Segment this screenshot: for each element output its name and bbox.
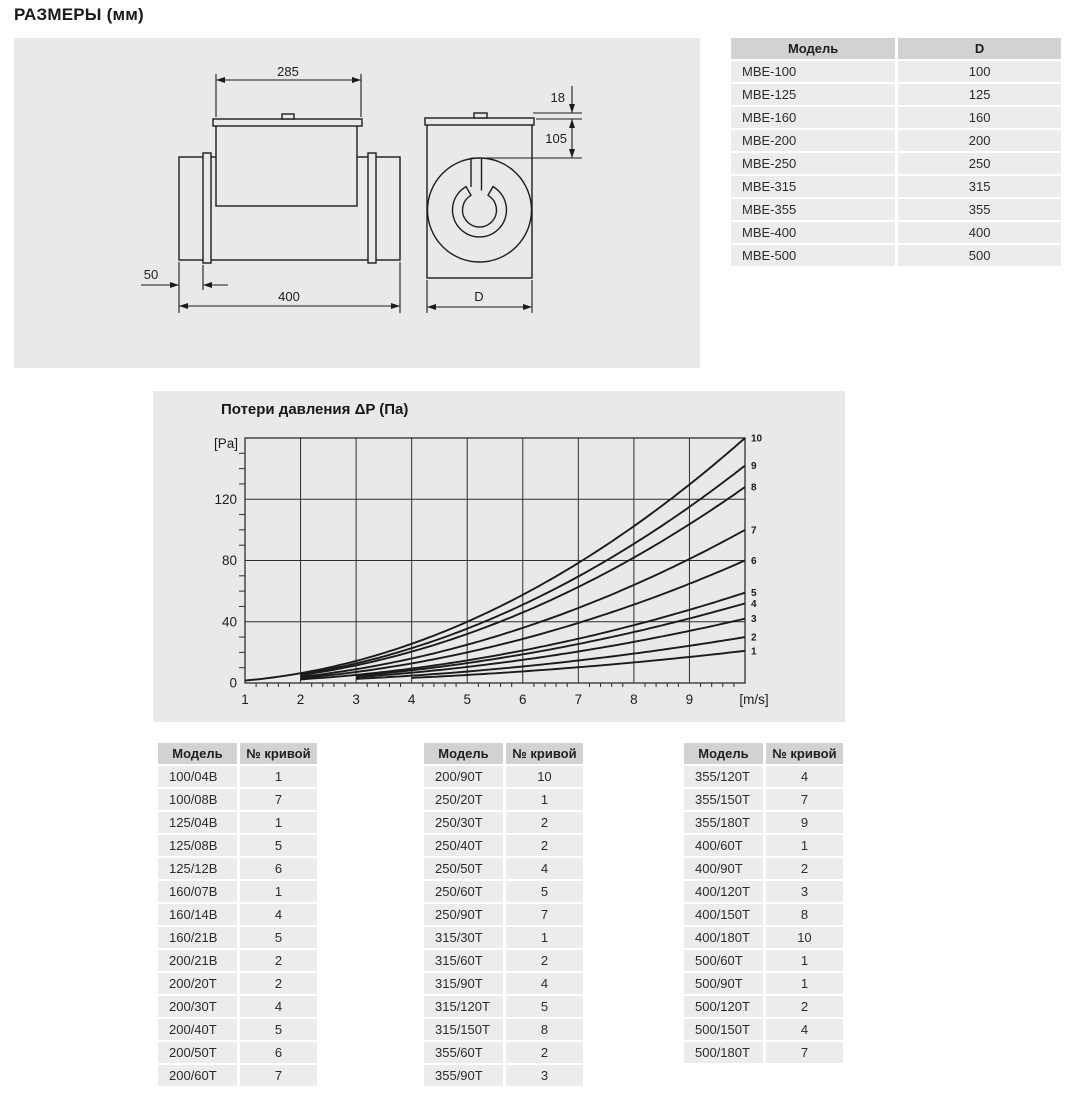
curve-label: 3 [751, 614, 757, 626]
table-cell: 2 [240, 973, 317, 994]
column-header: Модель [424, 743, 503, 764]
chart-title: Потери давления ΔP (Па) [221, 401, 409, 418]
table-cell: МВЕ-400 [731, 222, 895, 243]
dim-label-18: 18 [550, 90, 565, 105]
table-row [424, 927, 583, 948]
table-row [158, 1042, 317, 1063]
table-cell: 9 [766, 812, 843, 833]
curve-label: 6 [751, 556, 757, 567]
table-row [731, 176, 1061, 197]
table-cell: 355/90Т [424, 1065, 503, 1086]
table-cell: 400/90Т [684, 858, 763, 879]
x-tick-label: 9 [685, 692, 694, 707]
table-row [731, 222, 1061, 243]
table-cell: 160/21В [158, 927, 237, 948]
table-row [684, 904, 843, 925]
table-cell: 4 [240, 904, 317, 925]
table-cell: 3 [766, 881, 843, 902]
table-cell: 3 [506, 1065, 583, 1086]
curve-table-middle [421, 741, 586, 1088]
table-cell: 1 [766, 950, 843, 971]
y-tick-label: 80 [221, 553, 237, 568]
table-cell: 400/120Т [684, 881, 763, 902]
table-cell: 7 [766, 1042, 843, 1063]
table-cell: 100/08В [158, 789, 237, 810]
table-row [158, 973, 317, 994]
table-cell: 1 [766, 973, 843, 994]
table-cell: 5 [240, 1019, 317, 1040]
table-cell: 6 [240, 1042, 317, 1063]
table-cell: 100 [898, 61, 1061, 82]
table-row [684, 927, 843, 948]
table-row [424, 973, 583, 994]
curve-4 [356, 603, 745, 675]
table-cell: 500/90Т [684, 973, 763, 994]
table-cell: МВЕ-100 [731, 61, 895, 82]
dimensions-drawing-panel [14, 38, 700, 368]
table-cell: 250/20Т [424, 789, 503, 810]
table-row [424, 1042, 583, 1063]
y-tick-label: 120 [214, 491, 237, 507]
table-cell: 7 [766, 789, 843, 810]
table-cell: 2 [506, 835, 583, 856]
x-tick-label: 8 [630, 692, 638, 707]
table-cell: 4 [506, 973, 583, 994]
curve-label: 8 [751, 482, 757, 494]
table-cell: 160/07В [158, 881, 237, 902]
table-header-row [684, 743, 843, 764]
table-row [731, 84, 1061, 105]
duct-heater-drawing [14, 38, 700, 368]
table-cell: 1 [766, 835, 843, 856]
table-cell: 500/150Т [684, 1019, 763, 1040]
table-cell: 7 [506, 904, 583, 925]
table-cell: 7 [240, 789, 317, 810]
table-row [424, 858, 583, 879]
table-row [684, 858, 843, 879]
table-cell: МВЕ-160 [731, 107, 895, 128]
table-row [424, 1019, 583, 1040]
side-view [179, 114, 400, 263]
table-row [731, 61, 1061, 82]
table-row [424, 950, 583, 971]
table-cell: 200/50Т [158, 1042, 237, 1063]
table-cell: 250/40Т [424, 835, 503, 856]
terminal-box [216, 125, 357, 206]
table-cell: 125/04В [158, 812, 237, 833]
table-cell: 315/60Т [424, 950, 503, 971]
table-row [684, 835, 843, 856]
table-cell: 2 [506, 950, 583, 971]
table-row [424, 766, 583, 787]
table-row [684, 973, 843, 994]
terminal-box-lid [213, 119, 362, 126]
y-tick-label: 40 [221, 614, 237, 630]
table-cell: МВЕ-315 [731, 176, 895, 197]
table-cell: 2 [766, 858, 843, 879]
curve-label: 1 [751, 646, 757, 658]
table-header-row [424, 743, 583, 764]
table-cell: 4 [240, 996, 317, 1017]
x-tick-label: 1 [241, 692, 249, 707]
curve-table-left [155, 741, 320, 1088]
column-header: № кривой [240, 743, 317, 764]
table-cell: 315/90Т [424, 973, 503, 994]
x-tick-label: 7 [574, 692, 583, 707]
y-tick-label: 0 [229, 675, 237, 691]
table-cell: 2 [506, 1042, 583, 1063]
lid-handle [282, 114, 294, 119]
table-row [684, 766, 843, 787]
dim-label-285: 285 [277, 64, 299, 79]
table-row [158, 835, 317, 856]
table-cell: 250 [898, 153, 1061, 174]
model-diameter-table [728, 36, 1064, 268]
table-cell: 125/12В [158, 858, 237, 879]
left-flange [203, 153, 211, 263]
table-row [684, 950, 843, 971]
table-row [731, 107, 1061, 128]
table-row [731, 245, 1061, 266]
table-row [158, 789, 317, 810]
table-row [684, 1019, 843, 1040]
table-cell: 250/90Т [424, 904, 503, 925]
table-row [158, 812, 317, 833]
table-cell: 1 [240, 766, 317, 787]
table-cell: 160 [898, 107, 1061, 128]
table-cell: 355/150Т [684, 789, 763, 810]
table-row [158, 881, 317, 902]
table-cell: 2 [766, 996, 843, 1017]
x-tick-label: 5 [463, 692, 471, 707]
table-cell: МВЕ-200 [731, 130, 895, 151]
table-cell: 4 [766, 766, 843, 787]
table-cell: 7 [240, 1065, 317, 1086]
column-header: № кривой [506, 743, 583, 764]
curve-label: 7 [751, 525, 757, 537]
table-cell: 5 [240, 927, 317, 948]
table-row [424, 789, 583, 810]
table-cell: 100/04В [158, 766, 237, 787]
table-cell: 250/50Т [424, 858, 503, 879]
table-header-row [158, 743, 317, 764]
table-row [158, 1019, 317, 1040]
curve-10 [245, 438, 745, 681]
table-cell: 8 [766, 904, 843, 925]
table-row [731, 130, 1061, 151]
table-cell: 400 [898, 222, 1061, 243]
table-cell: МВЕ-355 [731, 199, 895, 220]
table-row [424, 996, 583, 1017]
table-cell: 500 [898, 245, 1061, 266]
table-cell: 200/40Т [158, 1019, 237, 1040]
table-cell: 500/60Т [684, 950, 763, 971]
table-row [684, 996, 843, 1017]
table-cell: 125/08В [158, 835, 237, 856]
table-cell: 200/21В [158, 950, 237, 971]
table-row [424, 881, 583, 902]
pressure-loss-panel [153, 391, 845, 722]
table-row [158, 950, 317, 971]
table-row [731, 199, 1061, 220]
table-cell: 1 [240, 881, 317, 902]
table-cell: 355/120Т [684, 766, 763, 787]
table-cell: 10 [506, 766, 583, 787]
table-cell: 250/30Т [424, 812, 503, 833]
table-row [158, 996, 317, 1017]
table-cell: 2 [240, 950, 317, 971]
table-row [684, 789, 843, 810]
table-cell: 200 [898, 130, 1061, 151]
table-row [731, 153, 1061, 174]
table-cell: 1 [506, 927, 583, 948]
column-header: D [898, 38, 1061, 59]
table-cell: МВЕ-250 [731, 153, 895, 174]
table-cell: 315/120Т [424, 996, 503, 1017]
table-cell: 200/60Т [158, 1065, 237, 1086]
curve-label: 5 [751, 588, 757, 600]
curve-label: 10 [751, 433, 763, 445]
table-row [684, 881, 843, 902]
dim-label-50: 50 [143, 267, 159, 282]
table-row [424, 1065, 583, 1086]
x-axis-unit-label: [m/s] [739, 692, 769, 707]
table-cell: 2 [506, 812, 583, 833]
end-view [425, 113, 534, 278]
table-row [158, 904, 317, 925]
table-row [158, 1065, 317, 1086]
table-cell: 500/120Т [684, 996, 763, 1017]
table-header-row [731, 38, 1061, 59]
duct-opening [428, 158, 532, 262]
table-cell: 355/180Т [684, 812, 763, 833]
column-header: Модель [158, 743, 237, 764]
curve-label: 9 [751, 461, 757, 473]
table-row [158, 858, 317, 879]
x-tick-label: 6 [519, 692, 527, 707]
table-cell: 160/14В [158, 904, 237, 925]
table-cell: 400/150Т [684, 904, 763, 925]
table-cell: 5 [506, 996, 583, 1017]
table-cell: 8 [506, 1019, 583, 1040]
table-cell: 500/180Т [684, 1042, 763, 1063]
x-tick-label: 3 [352, 692, 360, 707]
end-view-handle [474, 113, 487, 118]
table-cell: 315 [898, 176, 1061, 197]
table-cell: 6 [240, 858, 317, 879]
table-cell: МВЕ-125 [731, 84, 895, 105]
curve-label: 4 [751, 598, 757, 610]
column-header: № кривой [766, 743, 843, 764]
table-row [684, 1042, 843, 1063]
table-cell: 355 [898, 199, 1061, 220]
x-tick-label: 2 [296, 692, 305, 707]
right-flange [368, 153, 376, 263]
table-cell: 4 [506, 858, 583, 879]
table-row [424, 812, 583, 833]
table-row [424, 904, 583, 925]
column-header: Модель [731, 38, 895, 59]
table-cell: 200/90Т [424, 766, 503, 787]
dim-label-400: 400 [278, 289, 300, 304]
table-cell: 4 [766, 1019, 843, 1040]
table-cell: 355/60Т [424, 1042, 503, 1063]
table-cell: 5 [240, 835, 317, 856]
table-cell: 1 [506, 789, 583, 810]
table-cell: 1 [240, 812, 317, 833]
pressure-loss-chart [153, 391, 845, 722]
curve-label: 2 [751, 632, 757, 644]
table-cell: 250/60Т [424, 881, 503, 902]
table-cell: 400/180Т [684, 927, 763, 948]
page-title: РАЗМЕРЫ (мм) [14, 5, 144, 24]
table-cell: 5 [506, 881, 583, 902]
table-cell: 200/30Т [158, 996, 237, 1017]
table-row [158, 927, 317, 948]
table-cell: 315/150Т [424, 1019, 503, 1040]
table-cell: 200/20Т [158, 973, 237, 994]
table-row [158, 766, 317, 787]
column-header: Модель [684, 743, 763, 764]
y-axis-unit-label: [Pa] [213, 436, 238, 451]
table-cell: МВЕ-500 [731, 245, 895, 266]
table-cell: 315/30Т [424, 927, 503, 948]
table-row [424, 835, 583, 856]
end-view-lid [425, 118, 534, 125]
x-tick-label: 4 [407, 692, 416, 707]
dim-label-D: D [474, 289, 484, 304]
curve-table-right [681, 741, 846, 1065]
table-cell: 400/60Т [684, 835, 763, 856]
table-row [684, 812, 843, 833]
table-cell: 125 [898, 84, 1061, 105]
table-cell: 10 [766, 927, 843, 948]
dim-label-105: 105 [545, 131, 567, 146]
